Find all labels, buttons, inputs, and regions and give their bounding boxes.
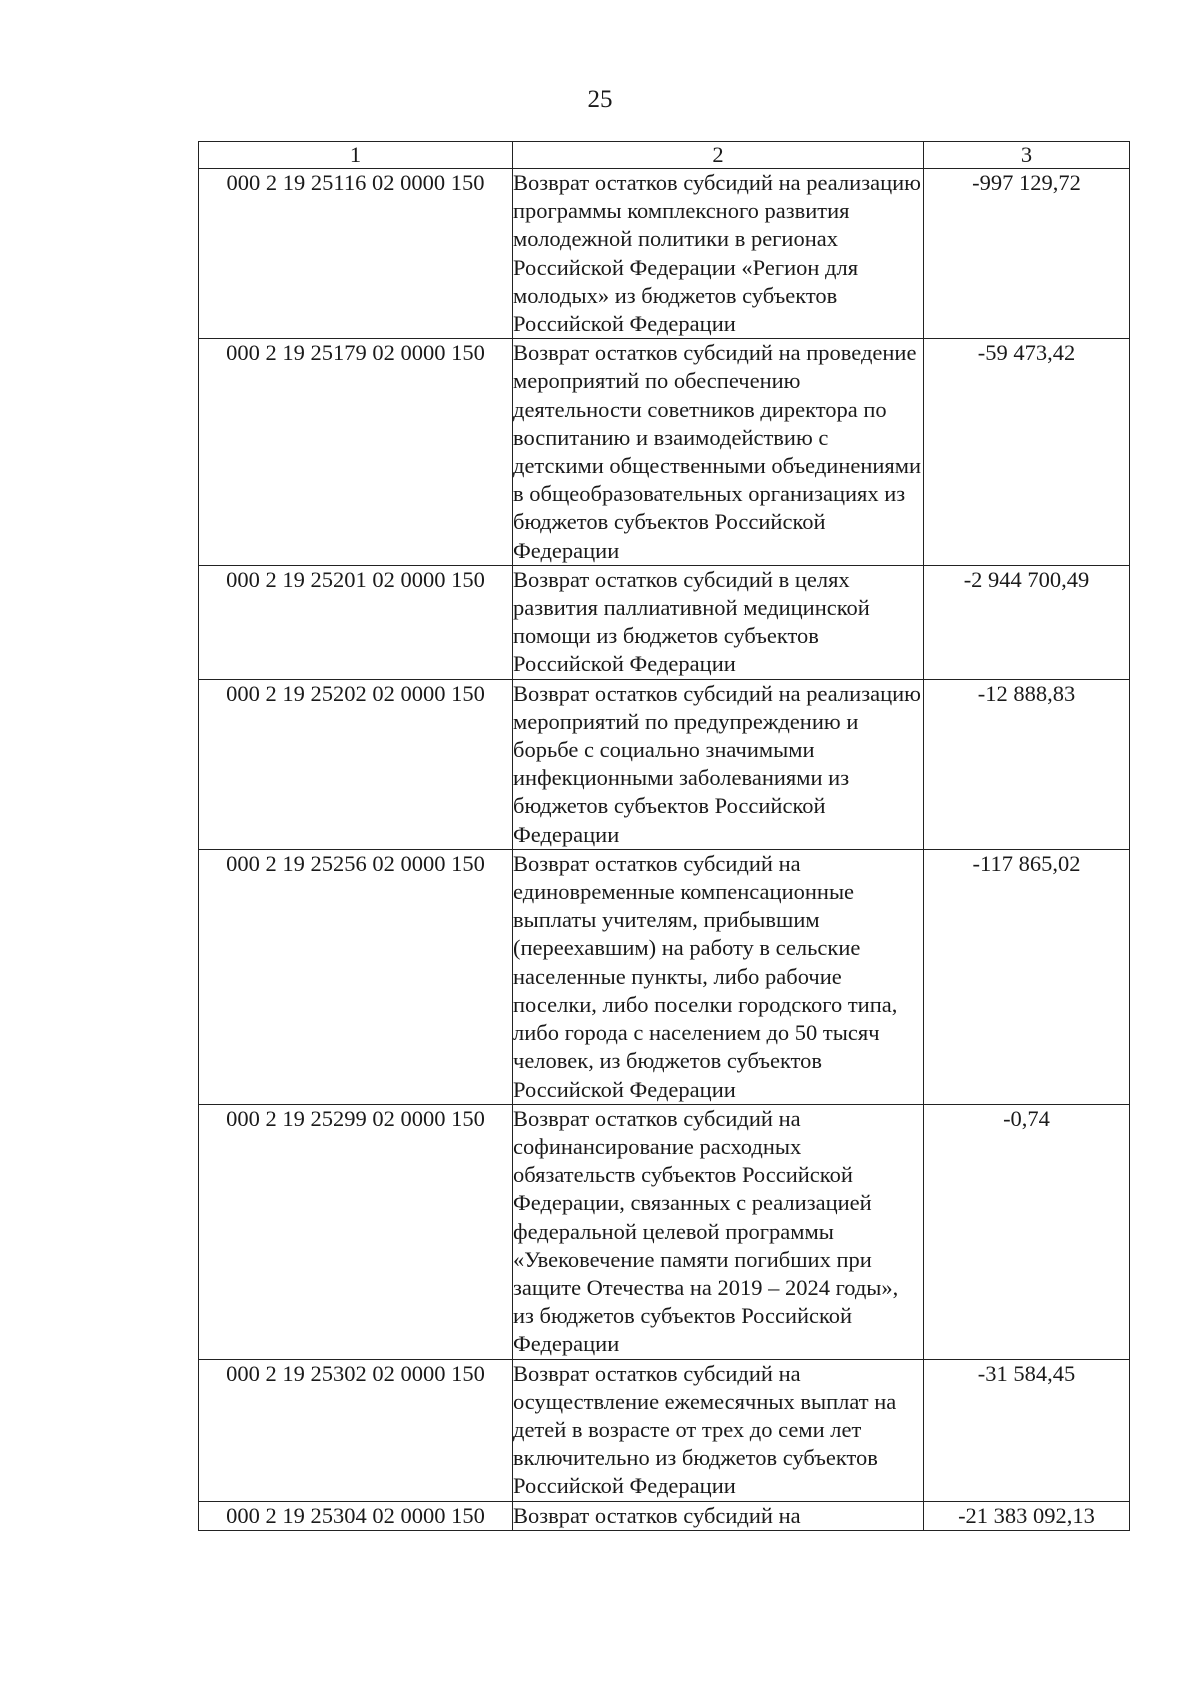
budget-code-cell: 000 2 19 25116 02 0000 150 [199, 169, 513, 339]
amount-cell: -31 584,45 [924, 1359, 1130, 1501]
table-row [199, 169, 1130, 339]
column-header-amount: 3 [924, 142, 1130, 169]
budget-code-cell: 000 2 19 25179 02 0000 150 [199, 339, 513, 566]
budget-code-cell: 000 2 19 25256 02 0000 150 [199, 849, 513, 1104]
amount-cell: -59 473,42 [924, 339, 1130, 566]
header-row [199, 142, 1130, 169]
description-cell: Возврат остатков субсидий на осуществление ежемесячных выплат на детей в возрасте от трех до семи лет включительно из бюджетов субъектов Российской Федерации [513, 1359, 924, 1501]
amount-cell: -21 383 092,13 [924, 1501, 1130, 1530]
table-row [199, 1501, 1130, 1530]
amount-cell: -0,74 [924, 1104, 1130, 1359]
budget-code-cell: 000 2 19 25304 02 0000 150 [199, 1501, 513, 1530]
budget-code-cell: 000 2 19 25299 02 0000 150 [199, 1104, 513, 1359]
column-header-code: 1 [199, 142, 513, 169]
table-row [199, 1104, 1130, 1359]
description-cell: Возврат остатков субсидий на софинансирование расходных обязательств субъектов Российской Федерации, связанных с реализацией федеральной целевой программы «Увековечение памяти погибших при защите Отечества на 2019 – 2024 годы», из бюджетов субъектов Российской Федерации [513, 1104, 924, 1359]
table-row [199, 339, 1130, 566]
amount-cell: -997 129,72 [924, 169, 1130, 339]
column-header-name: 2 [513, 142, 924, 169]
amount-cell: -117 865,02 [924, 849, 1130, 1104]
description-cell: Возврат остатков субсидий на проведение мероприятий по обеспечению деятельности советников директора по воспитанию и взаимодействию с детскими общественными объединениями в общеобразовательных организациях из бюджетов субъектов Российской Федерации [513, 339, 924, 566]
table-row [199, 849, 1130, 1104]
budget-code-cell: 000 2 19 25202 02 0000 150 [199, 679, 513, 849]
description-cell: Возврат остатков субсидий на реализацию мероприятий по предупреждению и борьбе с социально значимыми инфекционными заболеваниями из бюджетов субъектов Российской Федерации [513, 679, 924, 849]
budget-code-cell: 000 2 19 25302 02 0000 150 [199, 1359, 513, 1501]
amount-cell: -12 888,83 [924, 679, 1130, 849]
description-cell: Возврат остатков субсидий на [513, 1501, 924, 1530]
description-cell: Возврат остатков субсидий на единовременные компенсационные выплаты учителям, прибывшим (переехавшим) на работу в сельские населенные пункты, либо рабочие поселки, либо поселки городского типа, либо города с населением до 50 тысяч человек, из бюджетов субъектов Российской Федерации [513, 849, 924, 1104]
table-row [199, 679, 1130, 849]
page-number: 25 [587, 86, 613, 113]
budget-code-cell: 000 2 19 25201 02 0000 150 [199, 565, 513, 679]
description-cell: Возврат остатков субсидий на реализацию программы комплексного развития молодежной политики в регионах Российской Федерации «Регион для молодых» из бюджетов субъектов Российской Федерации [513, 169, 924, 339]
budget-table [198, 141, 1130, 1531]
table-row [199, 1359, 1130, 1501]
description-cell: Возврат остатков субсидий в целях развития паллиативной медицинской помощи из бюджетов субъектов Российской Федерации [513, 565, 924, 679]
amount-cell: -2 944 700,49 [924, 565, 1130, 679]
table-row [199, 565, 1130, 679]
